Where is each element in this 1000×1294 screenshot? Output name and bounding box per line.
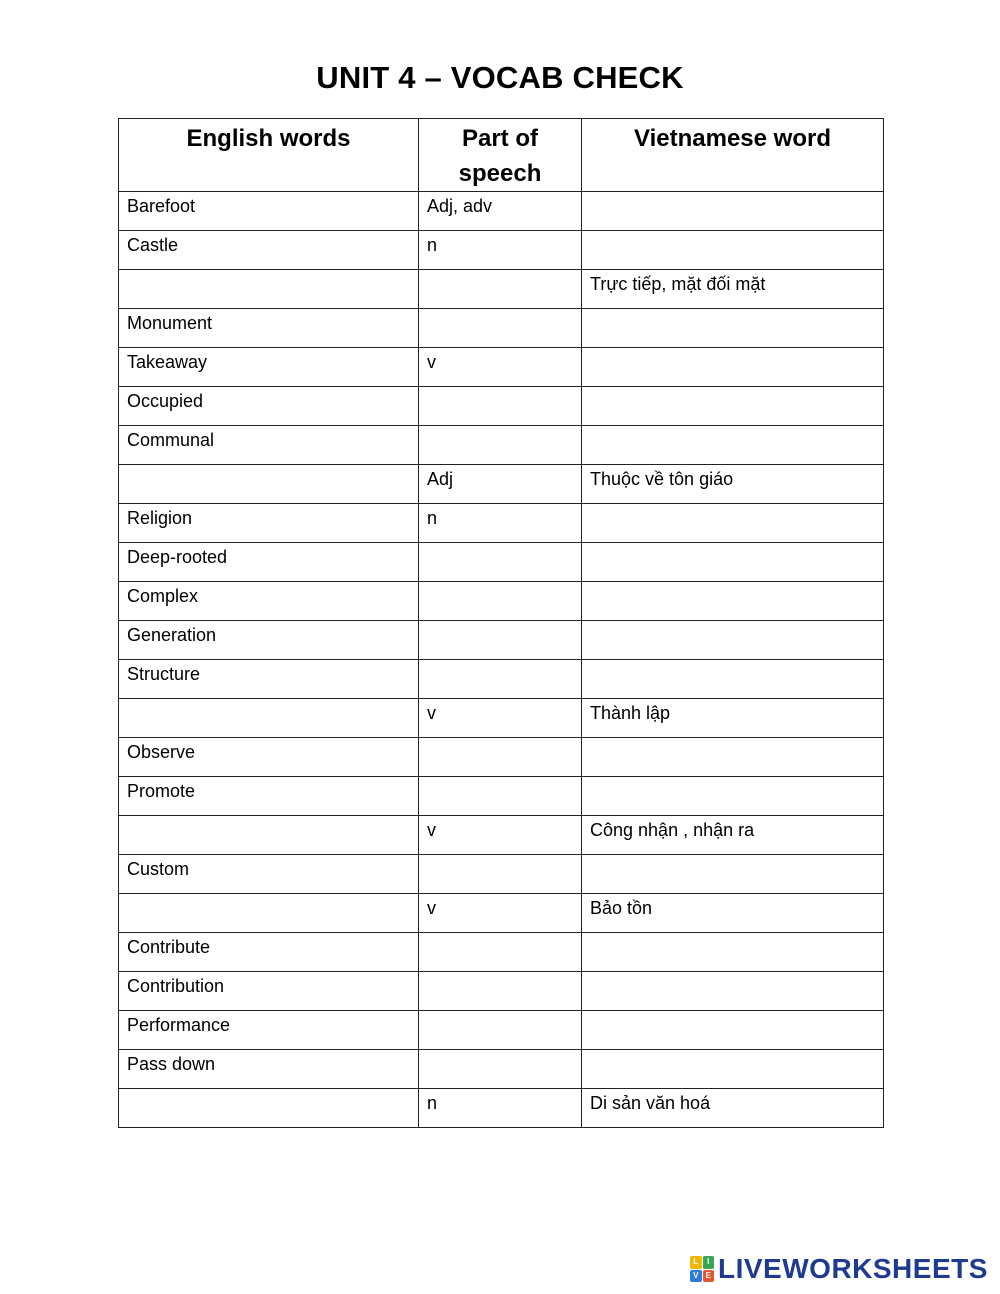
part-of-speech-cell[interactable]: Adj, adv	[419, 192, 582, 231]
table-row	[119, 738, 884, 777]
part-of-speech-cell[interactable]	[419, 621, 582, 660]
vietnamese-word-cell[interactable]	[582, 1050, 884, 1089]
vietnamese-word-cell[interactable]	[582, 738, 884, 777]
english-word-cell[interactable]	[119, 894, 419, 933]
vietnamese-word-cell[interactable]	[582, 348, 884, 387]
table-row	[119, 1089, 884, 1128]
english-word-cell[interactable]: Observe	[119, 738, 419, 777]
part-of-speech-cell[interactable]: Adj	[419, 465, 582, 504]
table-header-row	[119, 119, 884, 192]
header-vietnamese-word: Vietnamese word	[582, 119, 884, 192]
logo-letter: I	[703, 1256, 715, 1269]
vietnamese-word-cell[interactable]	[582, 192, 884, 231]
part-of-speech-cell[interactable]	[419, 543, 582, 582]
logo-letter: L	[690, 1256, 702, 1269]
english-word-cell[interactable]	[119, 465, 419, 504]
vietnamese-word-cell[interactable]	[582, 231, 884, 270]
vietnamese-word-cell[interactable]	[582, 972, 884, 1011]
vietnamese-word-cell[interactable]	[582, 621, 884, 660]
english-word-cell[interactable]: Deep-rooted	[119, 543, 419, 582]
english-word-cell[interactable]: Contribute	[119, 933, 419, 972]
table-row	[119, 543, 884, 582]
table-row	[119, 699, 884, 738]
table-row	[119, 777, 884, 816]
part-of-speech-cell[interactable]	[419, 387, 582, 426]
vietnamese-word-cell[interactable]	[582, 582, 884, 621]
part-of-speech-cell[interactable]: v	[419, 699, 582, 738]
part-of-speech-cell[interactable]	[419, 426, 582, 465]
english-word-cell[interactable]	[119, 699, 419, 738]
english-word-cell[interactable]: Occupied	[119, 387, 419, 426]
vietnamese-word-cell[interactable]: Thành lập	[582, 699, 884, 738]
vietnamese-word-cell[interactable]: Di sản văn hoá	[582, 1089, 884, 1128]
part-of-speech-cell[interactable]	[419, 660, 582, 699]
vietnamese-word-cell[interactable]	[582, 426, 884, 465]
part-of-speech-cell[interactable]	[419, 309, 582, 348]
table-row	[119, 348, 884, 387]
liveworksheets-logo-icon	[690, 1256, 714, 1282]
logo-letter: E	[703, 1270, 715, 1283]
table-row	[119, 621, 884, 660]
part-of-speech-cell[interactable]	[419, 1011, 582, 1050]
part-of-speech-cell[interactable]	[419, 972, 582, 1011]
table-row	[119, 387, 884, 426]
vietnamese-word-cell[interactable]	[582, 309, 884, 348]
english-word-cell[interactable]: Structure	[119, 660, 419, 699]
part-of-speech-cell[interactable]: v	[419, 816, 582, 855]
english-word-cell[interactable]: Castle	[119, 231, 419, 270]
table-row	[119, 582, 884, 621]
table-row	[119, 816, 884, 855]
table-row	[119, 426, 884, 465]
part-of-speech-cell[interactable]: n	[419, 504, 582, 543]
vietnamese-word-cell[interactable]	[582, 387, 884, 426]
table-row	[119, 270, 884, 309]
table-row	[119, 504, 884, 543]
vietnamese-word-cell[interactable]	[582, 660, 884, 699]
brand-name: LIVEWORKSHEETS	[718, 1253, 988, 1284]
header-part-of-speech	[419, 119, 582, 192]
table-row	[119, 933, 884, 972]
table-row	[119, 192, 884, 231]
vocab-table	[118, 118, 884, 1128]
vietnamese-word-cell[interactable]	[582, 933, 884, 972]
vietnamese-word-cell[interactable]	[582, 543, 884, 582]
table-row	[119, 231, 884, 270]
vietnamese-word-cell[interactable]: Công nhận , nhận ra	[582, 816, 884, 855]
part-of-speech-cell[interactable]	[419, 1050, 582, 1089]
table-row	[119, 660, 884, 699]
vietnamese-word-cell[interactable]: Bảo tồn	[582, 894, 884, 933]
part-of-speech-cell[interactable]	[419, 738, 582, 777]
english-word-cell[interactable]: Monument	[119, 309, 419, 348]
part-of-speech-cell[interactable]	[419, 270, 582, 309]
logo-letter: V	[690, 1270, 702, 1283]
page-title: UNIT 4 – VOCAB CHECK	[316, 60, 684, 95]
table-row	[119, 894, 884, 933]
table-row	[119, 309, 884, 348]
english-word-cell[interactable]	[119, 270, 419, 309]
table-row	[119, 1011, 884, 1050]
header-english-words: English words	[119, 119, 419, 192]
english-word-cell[interactable]: Complex	[119, 582, 419, 621]
vietnamese-word-cell[interactable]: Thuộc về tôn giáo	[582, 465, 884, 504]
vietnamese-word-cell[interactable]	[582, 504, 884, 543]
english-word-cell[interactable]: Pass down	[119, 1050, 419, 1089]
vietnamese-word-cell[interactable]: Trực tiếp, mặt đối mặt	[582, 270, 884, 309]
table-row	[119, 972, 884, 1011]
vietnamese-word-cell[interactable]	[582, 1011, 884, 1050]
english-word-cell[interactable]: Generation	[119, 621, 419, 660]
english-word-cell[interactable]: Religion	[119, 504, 419, 543]
part-of-speech-cell[interactable]	[419, 855, 582, 894]
english-word-cell[interactable]: Custom	[119, 855, 419, 894]
english-word-cell[interactable]: Promote	[119, 777, 419, 816]
part-of-speech-cell[interactable]	[419, 777, 582, 816]
table-row	[119, 1050, 884, 1089]
part-of-speech-cell[interactable]	[419, 582, 582, 621]
english-word-cell[interactable]	[119, 1089, 419, 1128]
vietnamese-word-cell[interactable]	[582, 855, 884, 894]
header-part-of-speech-label: Part of speech	[458, 125, 542, 187]
english-word-cell[interactable]: Barefoot	[119, 192, 419, 231]
table-row	[119, 465, 884, 504]
part-of-speech-cell[interactable]: v	[419, 348, 582, 387]
english-word-cell[interactable]: Performance	[119, 1011, 419, 1050]
part-of-speech-cell[interactable]: n	[419, 1089, 582, 1128]
english-word-cell[interactable]: Communal	[119, 426, 419, 465]
table-row	[119, 855, 884, 894]
part-of-speech-cell[interactable]	[419, 933, 582, 972]
vietnamese-word-cell[interactable]	[582, 777, 884, 816]
part-of-speech-cell[interactable]: v	[419, 894, 582, 933]
english-word-cell[interactable]: Takeaway	[119, 348, 419, 387]
part-of-speech-cell[interactable]: n	[419, 231, 582, 270]
english-word-cell[interactable]: Contribution	[119, 972, 419, 1011]
vocab-table-body	[119, 192, 884, 1128]
english-word-cell[interactable]	[119, 816, 419, 855]
liveworksheets-brand	[690, 1252, 988, 1286]
